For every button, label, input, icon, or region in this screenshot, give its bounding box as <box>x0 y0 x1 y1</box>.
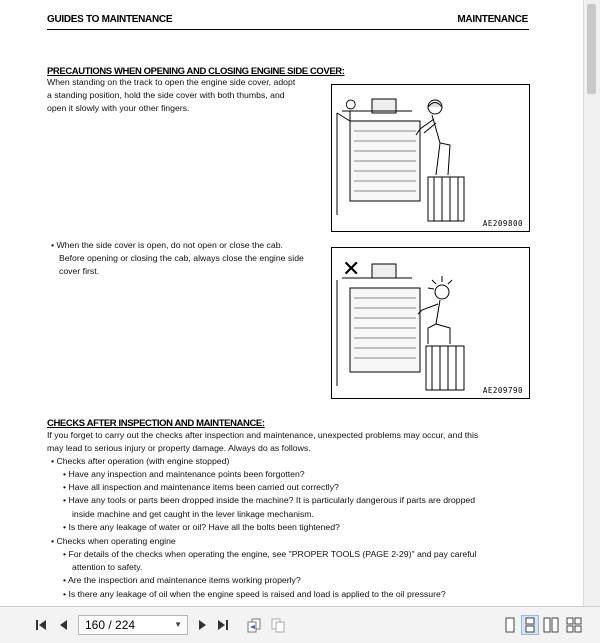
figure-correct-posture <box>331 84 530 232</box>
section-title-checks: CHECKS AFTER INSPECTION AND MAINTENANCE: <box>47 418 265 429</box>
forward-icon[interactable] <box>270 615 286 635</box>
navigation-toolbar <box>0 606 600 643</box>
text-line: open it slowly with your other fingers. <box>47 103 190 114</box>
page-header-left: GUIDES TO MAINTENANCE <box>47 14 173 25</box>
text-line: a standing position, hold the side cover with both thumbs, and <box>47 90 285 101</box>
section1-bullet <box>51 239 304 279</box>
checks-group-list <box>63 468 475 534</box>
list-item: • Is there any leakage of oil when the engine speed is raised and load is applied to the oil pressure? <box>63 588 446 599</box>
two-page-continuous-icon[interactable] <box>566 615 582 635</box>
figure-wrong-posture <box>331 247 530 399</box>
continuous-icon[interactable] <box>521 615 539 635</box>
text-line: may lead to serious injury or property damage. Always do as follows. <box>47 443 311 454</box>
checks-group-heading: • Checks when operating engine <box>51 536 176 546</box>
text-line: If you forget to carry out the checks after inspection and maintenance, unexpected problems may occur, and this <box>47 430 479 440</box>
list-item: • Have any tools or parts been dropped inside the machine? It is particularly dangerous if parts are dropped <box>63 495 476 506</box>
text-line: Before opening or closing the cab, always close the engine side <box>59 253 304 264</box>
header-divider <box>47 29 529 30</box>
wrong-mark-icon: ✕ <box>342 256 361 281</box>
section-title-precautions: PRECAUTIONS WHEN OPENING AND CLOSING ENGINE SIDE COVER: <box>47 66 345 77</box>
two-page-icon[interactable] <box>543 615 559 635</box>
prev-page-icon[interactable] <box>56 615 70 635</box>
list-item: • For details of the checks when operating the engine, see "PROPER TOOLS (PAGE 2-29)" and pay careful <box>63 549 477 559</box>
illustration-cab-danger <box>332 248 529 398</box>
vertical-scrollbar[interactable] <box>583 0 600 606</box>
page-number-input[interactable] <box>78 615 188 635</box>
list-item: • Are the inspection and maintenance items working properly? <box>63 575 301 586</box>
next-page-icon[interactable] <box>196 615 210 635</box>
scrollbar-thumb[interactable] <box>587 4 596 94</box>
list-item: attention to safety. <box>72 562 143 573</box>
text-line: • When the side cover is open, do not open or close the cab. <box>51 240 283 250</box>
list-item: • Is there any leakage of water or oil? Have all the bolts been tightened? <box>63 521 340 532</box>
checks-group-heading: • Checks after operation (with engine stopped) <box>51 456 230 466</box>
section1-paragraph <box>47 76 295 116</box>
page-header-right: MAINTENANCE <box>457 14 528 25</box>
list-item: • Have all inspection and maintenance items been carried out correctly? <box>63 482 339 493</box>
figure-code: AE209800 <box>482 219 523 228</box>
last-page-icon[interactable] <box>216 615 230 635</box>
text-line: When standing on the track to open the engine side cover, adopt <box>47 77 296 87</box>
correct-mark-icon: ○ <box>344 91 358 116</box>
section2-intro <box>47 429 478 455</box>
chevron-down-icon[interactable]: ▼ <box>174 620 182 629</box>
list-item: • Have any inspection and maintenance points been forgotten? <box>63 469 305 479</box>
illustration-open-cover <box>332 85 529 231</box>
first-page-icon[interactable] <box>34 615 48 635</box>
checks-group-list <box>63 548 476 601</box>
figure-code: AE209790 <box>482 386 523 395</box>
list-item: inside machine and get caught in the lever linkage mechanism. <box>72 508 314 519</box>
back-icon[interactable] <box>246 615 262 635</box>
text-line: cover first. <box>59 266 100 277</box>
single-page-icon[interactable] <box>502 615 518 635</box>
page-indicator: 160 / 224 <box>85 618 136 632</box>
